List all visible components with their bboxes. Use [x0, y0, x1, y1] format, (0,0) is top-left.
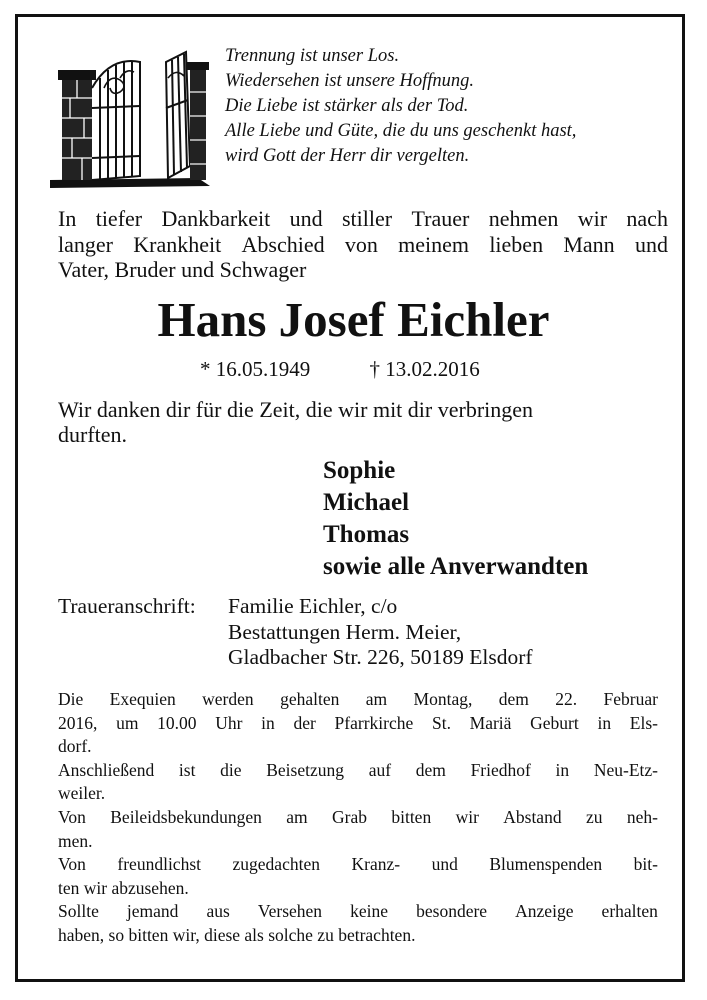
word: und [431, 854, 458, 875]
word: Trauer [411, 206, 470, 231]
word: am [365, 689, 388, 709]
word: Dankbarkeit [161, 206, 271, 231]
mourning-address [58, 594, 533, 671]
word: Geburt [530, 712, 579, 733]
word: Uhr [215, 712, 243, 733]
open-gate-icon [48, 48, 212, 190]
word: Montag, [413, 689, 473, 709]
word: Blumenspenden [489, 854, 603, 875]
word: Februar [603, 689, 658, 709]
mourner-name: Michael [323, 489, 410, 516]
word: Mann [563, 231, 615, 257]
details-line: haben, so bitten wir, diese als solche zu betrachten. [58, 924, 416, 945]
word: Abschied [241, 231, 325, 257]
thanks-line: Wir danken dir für die Zeit, die wir mit dir verbringen [58, 397, 534, 422]
mourner-name: Sophie [323, 457, 396, 484]
word: Krankheit [133, 231, 222, 257]
poem-line: Alle Liebe und Güte, die du uns geschenkt hast, [225, 121, 577, 141]
details-line: dorf. [58, 736, 92, 757]
word: besondere [416, 901, 488, 922]
details-line [58, 806, 658, 830]
word: gehalten [280, 689, 340, 709]
details-line [58, 759, 658, 783]
deceased-name: Hans Josef Eichler [157, 292, 550, 347]
word: Die [58, 689, 84, 709]
details-line [58, 853, 658, 877]
word: auf [368, 759, 392, 780]
word: Kranz- [351, 854, 401, 875]
word: bit- [633, 854, 658, 875]
poem-line: Trennung ist unser Los. [225, 46, 400, 66]
address-line: Gladbacher Str. 226, 50189 Elsdorf [228, 645, 533, 669]
word: der [293, 712, 316, 733]
intro-line [58, 232, 668, 258]
word: keine [350, 901, 389, 922]
address-line: Familie Eichler, c/o [228, 594, 398, 618]
word: 2016, [58, 712, 98, 733]
word: lieben [489, 231, 544, 257]
details-line: ten wir abzusehen. [58, 877, 189, 898]
word: Pfarrkirche [334, 712, 414, 733]
word: Abstand [503, 806, 562, 827]
word: Von [58, 854, 86, 875]
word: Mariä [469, 712, 512, 733]
word: in [555, 759, 570, 780]
memorial-poem [225, 44, 675, 169]
word: Exequien [109, 689, 176, 709]
word: langer [58, 231, 113, 257]
thanks-line: durften. [58, 422, 128, 447]
poem-line: Die Liebe ist stärker als der Tod. [225, 96, 469, 116]
word: nach [626, 206, 668, 231]
word: Els- [629, 712, 658, 733]
word: stiller [341, 206, 393, 231]
word: bitten [391, 806, 432, 827]
address-block [58, 594, 533, 671]
word: am [286, 806, 308, 827]
word: Anzeige [515, 901, 574, 922]
word: und [289, 206, 323, 231]
word: von [344, 231, 378, 257]
word: Grab [332, 806, 367, 827]
intro-line [58, 206, 668, 232]
details-line: men. [58, 830, 93, 851]
word: dem [415, 759, 446, 780]
address-label: Traueranschrift: [58, 594, 196, 618]
word: die [220, 759, 242, 780]
details-line: weiler. [58, 783, 106, 804]
word: Beisetzung [266, 759, 344, 780]
word: wir [577, 206, 608, 231]
word: tiefer [95, 206, 143, 231]
word: wir [455, 806, 479, 827]
word: Friedhof [470, 759, 531, 780]
death-date: † 13.02.2016 [369, 357, 480, 381]
word: in [597, 712, 612, 733]
word: um [116, 712, 139, 733]
word: St. [431, 712, 451, 733]
birth-date: * 16.05.1949 [200, 357, 311, 381]
mourner-name: sowie alle Anverwandten [323, 553, 589, 580]
details-line [58, 712, 658, 736]
mourners-list [323, 455, 588, 583]
word: neh- [626, 806, 658, 827]
poem-line: Wiedersehen ist unsere Hoffnung. [225, 71, 475, 91]
intro-line: Vater, Bruder und Schwager [58, 257, 307, 282]
address-lines [228, 594, 533, 671]
word: erhalten [601, 901, 658, 922]
word: in [261, 712, 275, 733]
word: Beileidsbekundungen [110, 806, 262, 827]
word: Neu-Etz- [593, 759, 658, 780]
word: 10.00 [157, 712, 197, 733]
details-line [58, 688, 658, 712]
word: Versehen [257, 901, 323, 922]
word: und [634, 231, 668, 257]
word: In [58, 206, 77, 231]
poem-line: wird Gott der Herr dir vergelten. [225, 146, 470, 166]
address-line: Bestattungen Herm. Meier, [228, 619, 462, 644]
mourner-name: Thomas [323, 521, 410, 548]
word: zu [585, 806, 603, 827]
word: aus [206, 901, 230, 922]
word: Sollte [58, 901, 99, 922]
word: dem [498, 689, 529, 709]
word: werden [202, 689, 254, 709]
word: nehmen [488, 206, 559, 231]
word: Anschließend [58, 759, 155, 780]
word: Von [58, 806, 86, 827]
intro-text [58, 206, 668, 283]
word: freundlichst [117, 854, 201, 875]
word: meinem [398, 231, 470, 257]
details-line [58, 900, 658, 924]
word: 22. [555, 689, 578, 709]
funeral-details [58, 688, 658, 948]
thanks-text [58, 397, 668, 447]
word: jemand [126, 901, 179, 922]
life-dates [200, 355, 480, 383]
word: zugedachten [232, 854, 320, 875]
word: ist [178, 759, 196, 780]
